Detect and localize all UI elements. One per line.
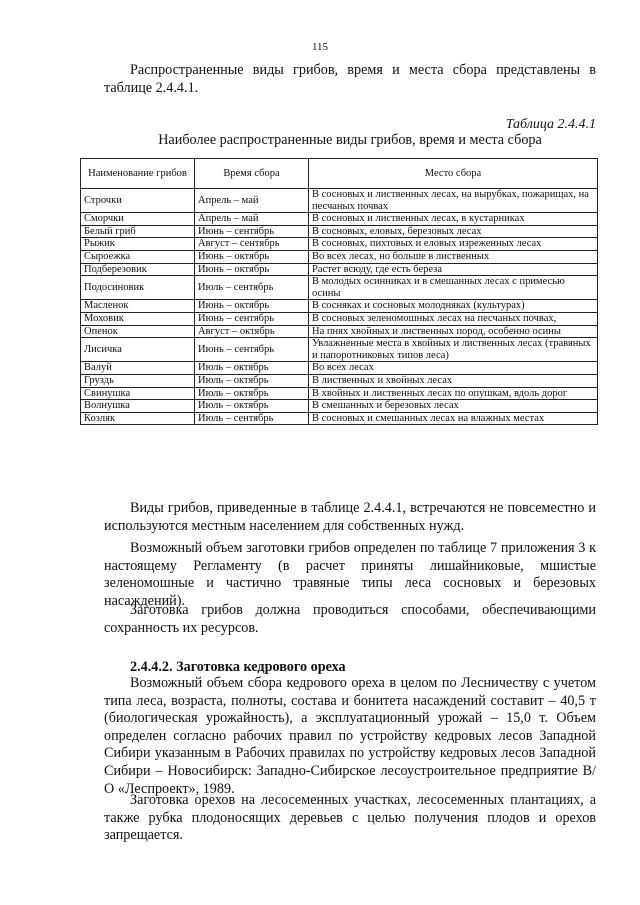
table-row	[81, 225, 598, 238]
table-row	[81, 276, 598, 300]
cell-harvest-place: В сосновых и лиственных лесах, на вырубках, пожарищах, на песчаных почвах	[309, 189, 598, 213]
cell-mushroom-name: Масленок	[81, 300, 195, 313]
cell-harvest-place: В сосновых, пихтовых и еловых изреженных лесах	[309, 238, 598, 251]
table-row	[81, 213, 598, 226]
cell-harvest-place: В хвойных и лиственных лесах по опушкам, вдоль дорог	[309, 387, 598, 400]
cell-mushroom-name: Сморчки	[81, 213, 195, 226]
cell-harvest-place: Растет всюду, где есть береза	[309, 263, 598, 276]
cell-harvest-time: Июль – октябрь	[195, 362, 309, 375]
cell-harvest-time: Июль – октябрь	[195, 387, 309, 400]
paragraph-5: Заготовка орехов на лесосеменных участках, лесосеменных плантациях, а также рубка плодоносящих деревьев с целью получения плодов и орехов запрещается.	[104, 792, 596, 844]
table-row	[81, 374, 598, 387]
cell-mushroom-name: Подосиновик	[81, 276, 195, 300]
table-row	[81, 412, 598, 425]
intro-paragraph: Распространенные виды грибов, время и места сбора представлены в таблице 2.4.4.1.	[104, 62, 596, 96]
cell-harvest-place: В лиственных и хвойных лесах	[309, 374, 598, 387]
paragraph-4: Возможный объем сбора кедрового ореха в целом по Лесничеству с учетом типа леса, возраста, полноты, состава и бонитета насаждений составит – 40,5 т (биологическая урожайность), а эксплуатационный урожай – 15,0 т. Объем определен согласно рабочих правил по устройству кедровых лесов Западной Сибири указанным в Рабочих правилах по устройству кедровых лесов Западной Сибири – Новосибирск: Западно-Сибирское лесоустроительное предприятие В/О «Леспроект», 1989.	[104, 675, 596, 797]
mushroom-table	[80, 158, 598, 425]
cell-mushroom-name: Подберезовик	[81, 263, 195, 276]
cell-harvest-time: Июнь – сентябрь	[195, 338, 309, 362]
cell-harvest-time: Июль – сентябрь	[195, 276, 309, 300]
cell-harvest-place: В сосновых зеленомошных лесах на песчаных почвах,	[309, 312, 598, 325]
table-row	[81, 400, 598, 413]
cell-mushroom-name: Моховик	[81, 312, 195, 325]
cell-harvest-place: Увлажненные места в хвойных и лиственных лесах (травяных и папоротниковых типов леса)	[309, 338, 598, 362]
paragraph-2: Возможный объем заготовки грибов определен по таблице 7 приложения 3 к настоящему Регламенту (в расчет приняты лишайниковые, мшистые зеленомошные и частично травяные типы леса сосновых и березовых насаждений).	[104, 540, 596, 609]
cell-mushroom-name: Рыжик	[81, 238, 195, 251]
cell-mushroom-name: Сыроежка	[81, 250, 195, 263]
cell-harvest-place: В сосновых, еловых, березовых лесах	[309, 225, 598, 238]
cell-harvest-time: Апрель – май	[195, 189, 309, 213]
cell-harvest-time: Август – октябрь	[195, 325, 309, 338]
paragraph-3: Заготовка грибов должна проводиться способами, обеспечивающими сохранность их ресурсов.	[104, 602, 596, 636]
cell-harvest-place: В сосняках и сосновых молодняках (культурах)	[309, 300, 598, 313]
cell-harvest-place: Во всех лесах	[309, 362, 598, 375]
cell-mushroom-name: Волнушка	[81, 400, 195, 413]
table-title: Наиболее распространенные виды грибов, время и места сбора	[158, 132, 542, 148]
table-row	[81, 362, 598, 375]
cell-harvest-place: В сосновых и лиственных лесах, в кустарниках	[309, 213, 598, 226]
table-row	[81, 312, 598, 325]
cell-harvest-time: Август – сентябрь	[195, 238, 309, 251]
table-row	[81, 300, 598, 313]
table-body	[81, 189, 598, 425]
table-header-row	[81, 159, 598, 189]
cell-harvest-time: Июнь – октябрь	[195, 263, 309, 276]
header-name: Наименование грибов	[81, 159, 195, 189]
cell-harvest-place: Во всех лесах, но больше в лиственных	[309, 250, 598, 263]
table-caption: Таблица 2.4.4.1	[505, 117, 596, 132]
cell-harvest-time: Июль – сентябрь	[195, 412, 309, 425]
table-row	[81, 250, 598, 263]
cell-harvest-time: Июль – октябрь	[195, 400, 309, 413]
cell-harvest-time: Июнь – октябрь	[195, 300, 309, 313]
section-title: 2.4.4.2. Заготовка кедрового ореха	[130, 659, 346, 675]
cell-harvest-place: В молодых осинниках и в смешанных лесах с примесью осины	[309, 276, 598, 300]
cell-mushroom-name: Валуй	[81, 362, 195, 375]
table-row	[81, 387, 598, 400]
cell-mushroom-name: Козляк	[81, 412, 195, 425]
cell-mushroom-name: Белый гриб	[81, 225, 195, 238]
table-row	[81, 338, 598, 362]
cell-harvest-place: В смешанных и березовых лесах	[309, 400, 598, 413]
table-row	[81, 263, 598, 276]
cell-mushroom-name: Опенок	[81, 325, 195, 338]
header-time: Время сбора	[195, 159, 309, 189]
cell-harvest-time: Июнь – октябрь	[195, 250, 309, 263]
cell-harvest-place: В сосновых и смешанных лесах на влажных местах	[309, 412, 598, 425]
cell-mushroom-name: Груздь	[81, 374, 195, 387]
cell-harvest-time: Апрель – май	[195, 213, 309, 226]
cell-harvest-place: На пнях хвойных и лиственных пород, особенно осины	[309, 325, 598, 338]
cell-harvest-time: Июнь – сентябрь	[195, 225, 309, 238]
header-place: Место сбора	[309, 159, 598, 189]
table-row	[81, 189, 598, 213]
cell-mushroom-name: Лисичка	[81, 338, 195, 362]
cell-mushroom-name: Строчки	[81, 189, 195, 213]
table-row	[81, 325, 598, 338]
cell-harvest-time: Июль – октябрь	[195, 374, 309, 387]
paragraph-1: Виды грибов, приведенные в таблице 2.4.4.1, встречаются не повсеместно и используются местным населением для собственных нужд.	[104, 500, 596, 534]
table-row	[81, 238, 598, 251]
page-number: 115	[311, 41, 329, 53]
cell-harvest-time: Июнь – сентябрь	[195, 312, 309, 325]
cell-mushroom-name: Свинушка	[81, 387, 195, 400]
